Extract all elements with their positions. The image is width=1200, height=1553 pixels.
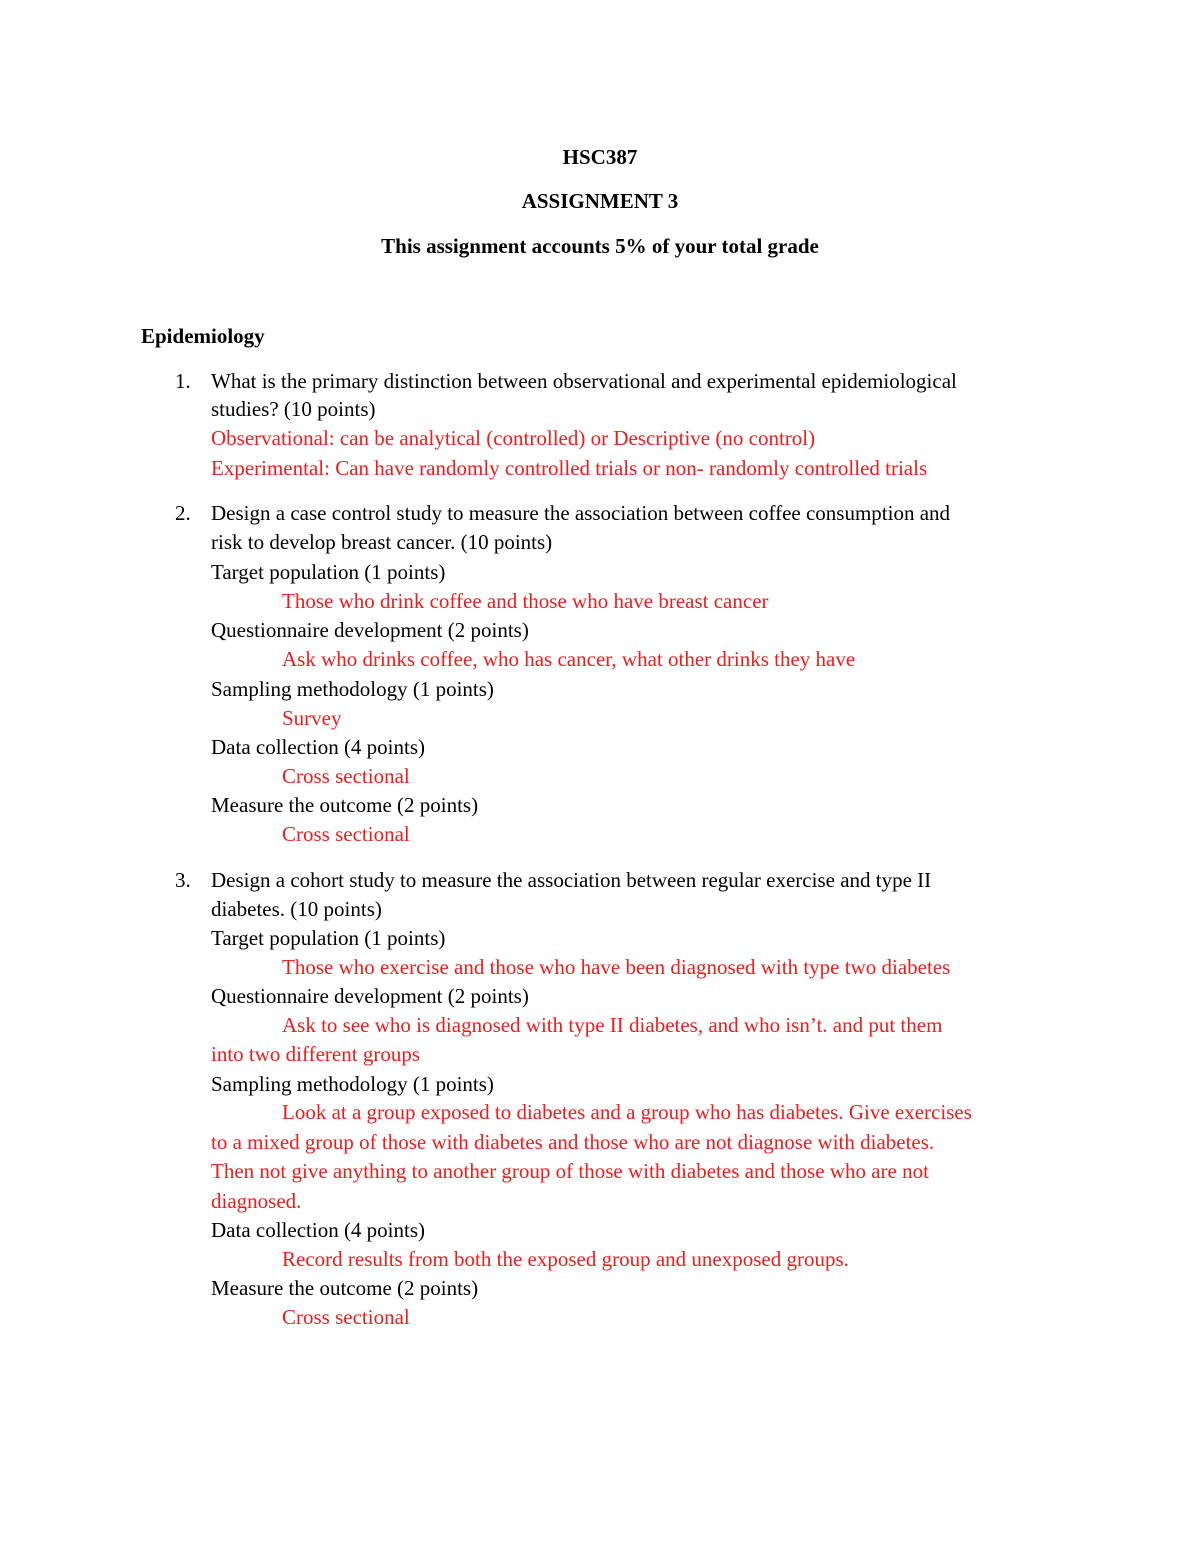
question-number: 1. xyxy=(175,369,191,393)
item-label: Target population (1 points) xyxy=(211,560,446,584)
assignment-title: ASSIGNMENT 3 xyxy=(521,189,679,213)
item-label: Data collection (4 points) xyxy=(211,735,426,759)
item-label: Measure the outcome (2 points) xyxy=(211,793,479,817)
answer-line: Experimental: Can have randomly controlled trials or non- randomly controlled trials xyxy=(211,456,928,480)
grade-note: This assignment accounts 5% of your total grade xyxy=(381,234,819,258)
item-answer: Those who drink coffee and those who have breast cancer xyxy=(282,589,769,613)
item-label: Sampling methodology (1 points) xyxy=(211,1072,494,1096)
course-code: HSC387 xyxy=(562,145,638,169)
item-answer: Look at a group exposed to diabetes and a group who has diabetes. Give exercises xyxy=(282,1100,972,1124)
item-answer: Ask who drinks coffee, who has cancer, what other drinks they have xyxy=(282,647,856,671)
question-number: 3. xyxy=(175,868,191,892)
item-label: Target population (1 points) xyxy=(211,926,446,950)
item-answer: Ask to see who is diagnosed with type II diabetes, and who isn’t. and put them xyxy=(282,1013,943,1037)
question-prompt-line: diabetes. (10 points) xyxy=(211,897,382,921)
item-label: Sampling methodology (1 points) xyxy=(211,677,494,701)
answer-line: Observational: can be analytical (controlled) or Descriptive (no control) xyxy=(211,426,816,450)
item-label: Questionnaire development (2 points) xyxy=(211,984,529,1008)
item-answer: diagnosed. xyxy=(211,1189,302,1213)
item-answer: to a mixed group of those with diabetes and those who are not diagnose with diabetes. xyxy=(211,1130,935,1154)
item-label: Questionnaire development (2 points) xyxy=(211,618,529,642)
question-prompt-line: Design a case control study to measure the association between coffee consumption and xyxy=(211,501,951,525)
item-answer: Survey xyxy=(282,706,342,730)
item-label: Data collection (4 points) xyxy=(211,1218,426,1242)
question-prompt-line: Design a cohort study to measure the association between regular exercise and type II xyxy=(211,868,932,892)
item-label: Measure the outcome (2 points) xyxy=(211,1276,479,1300)
item-answer: Those who exercise and those who have been diagnosed with type two diabetes xyxy=(282,955,951,979)
item-answer: Cross sectional xyxy=(282,822,410,846)
question-prompt-line: studies? (10 points) xyxy=(211,397,376,421)
question-prompt-line: risk to develop breast cancer. (10 points) xyxy=(211,530,553,554)
item-answer: Cross sectional xyxy=(282,1305,410,1329)
question-prompt-line: What is the primary distinction between observational and experimental epidemiological xyxy=(211,369,957,393)
item-answer: Record results from both the exposed group and unexposed groups. xyxy=(282,1247,849,1271)
section-title: Epidemiology xyxy=(141,324,265,348)
item-answer: into two different groups xyxy=(211,1042,420,1066)
question-number: 2. xyxy=(175,501,191,525)
item-answer: Cross sectional xyxy=(282,764,410,788)
item-answer: Then not give anything to another group of those with diabetes and those who are not xyxy=(211,1159,929,1183)
